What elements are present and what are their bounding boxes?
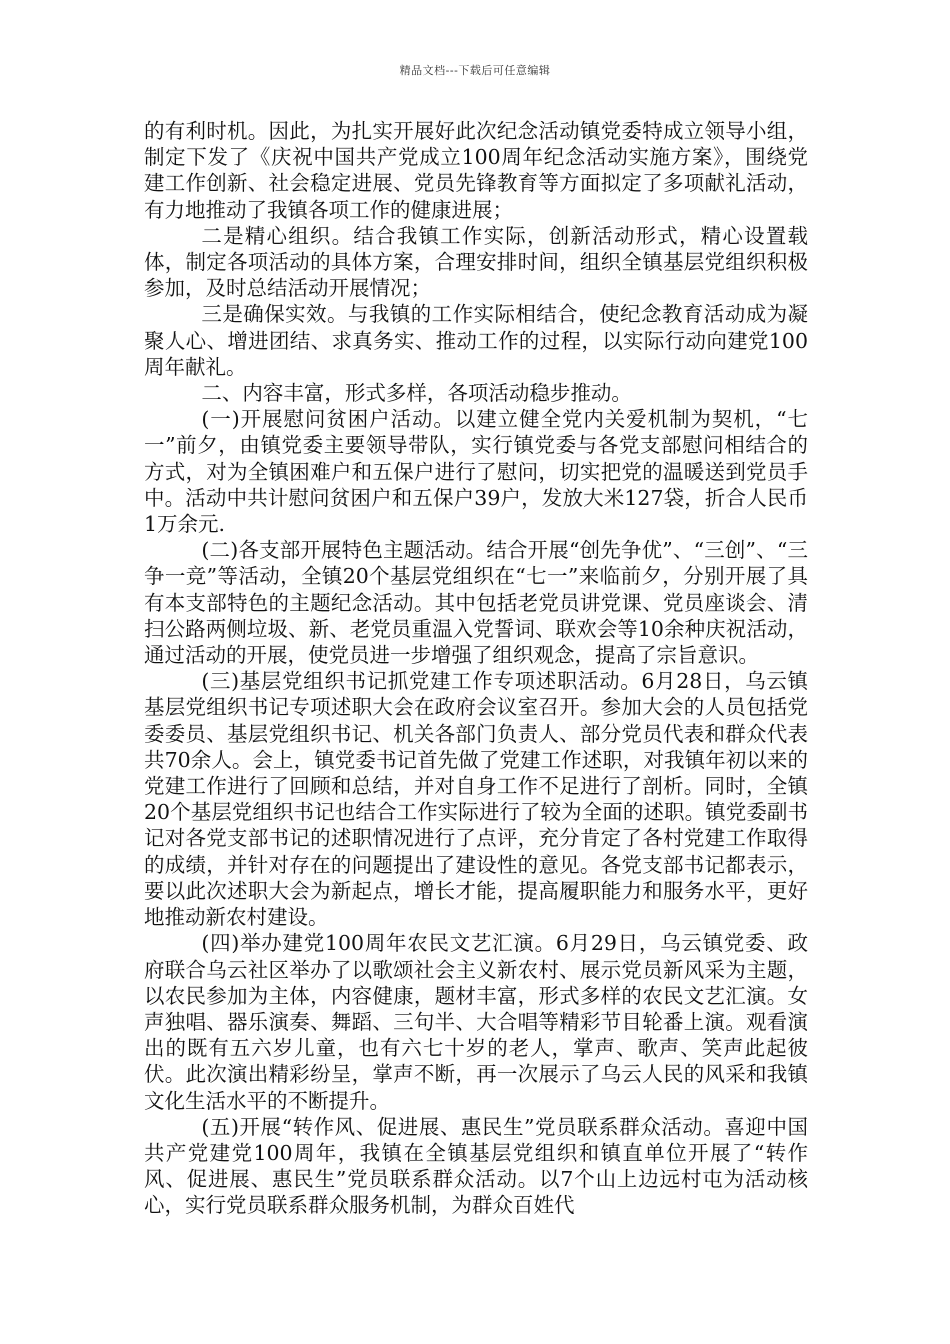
paragraph-2: 二是精心组织。结合我镇工作实际，创新活动形式，精心设置载体，制定各项活动的具体方案，合理安排时间，组织全镇基层党组织积极参加，及时总结活动开展情况； [144,223,808,301]
paragraph-1: 的有利时机。因此，为扎实开展好此次纪念活动镇党委特成立领导小组，制定下发了《庆祝中国共产党成立100周年纪念活动实施方案》，围绕党建工作创新、社会稳定进展、党员先锋教育等方面拟定了多项献礼活动，有力地推动了我镇各项工作的健康进展； [144,119,808,222]
paragraph-7: (三)基层党组织书记抓党建工作专项述职活动。6月28日，乌云镇基层党组织书记专项述职大会在政府会议室召开。参加大会的人员包括党委委员、基层党组织书记、机关各部门负责人、部分党员代表和群众代表共70余人。会上，镇党委书记首先做了党建工作述职，对我镇年初以来的党建工作进行了回顾和总结，并对自身工作不足进行了剖析。同时，全镇20个基层党组织书记也结合工作实际进行了较为全面的述职。镇党委副书记对各党支部书记的述职情况进行了点评，充分肯定了各村党建工作取得的成绩，并针对存在的问题提出了建设性的意见。各党支部书记都表示，要以此次述职大会为新起点，增长才能，提高履职能力和服务水平，更好地推动新农村建设。 [144,669,808,930]
paragraph-3: 三是确保实效。与我镇的工作实际相结合，使纪念教育活动成为凝聚人心、增进团结、求真务实、推动工作的过程，以实际行动向建党100周年献礼。 [144,302,808,379]
page-header: 精品文档---下载后可任意编辑 [399,64,551,77]
section-heading: 二、内容丰富，形式多样，各项活动稳步推动。 [201,381,632,406]
paragraph-5: (一)开展慰问贫困户活动。以建立健全党内关爱机制为契机，“七一”前夕，由镇党委主要领导带队，实行镇党委与各党支部慰问相结合的方式，对为全镇困难户和五保户进行了慰问，切实把党的温暖送到党员手中。活动中共计慰问贫困户和五保户39户，发放大米127袋，折合人民币1万余元. [144,407,808,537]
paragraph-6: (二)各支部开展特色主题活动。结合开展“创先争优”、“三创”、“三争一竞”等活动，全镇20个基层党组织在“七一”来临前夕，分别开展了具有本支部特色的主题纪念活动。其中包括老党员讲党课、党员座谈会、清扫公路两侧垃圾、新、老党员重温入党誓词、联欢会等10余种庆祝活动，通过活动的开展，使党员进一步增强了组织观念，提高了宗旨意识。 [144,538,808,668]
paragraph-8: (四)举办建党100周年农民文艺汇演。6月29日，乌云镇党委、政府联合乌云社区举办了以歌颂社会主义新农村、展示党员新风采为主题，以农民参加为主体，内容健康，题材丰富，形式多样的农民文艺汇演。女声独唱、器乐演奏、舞蹈、三句半、大合唱等精彩节目轮番上演。观看演出的既有五六岁儿童，也有六七十岁的老人，掌声、歌声、笑声此起彼伏。此次演出精彩纷呈，掌声不断，再一次展示了乌云人民的风采和我镇文化生活水平的不断提升。 [144,931,808,1113]
document-body [144,118,808,1219]
paragraph-9: (五)开展“转作风、促进展、惠民生”党员联系群众活动。喜迎中国共产党建党100周年，我镇在全镇基层党组织和镇直单位开展了“转作风、促进展、惠民生”党员联系群众活动。以7个山上边远村屯为活动核心，实行党员联系群众服务机制，为群众百姓代 [144,1114,808,1218]
